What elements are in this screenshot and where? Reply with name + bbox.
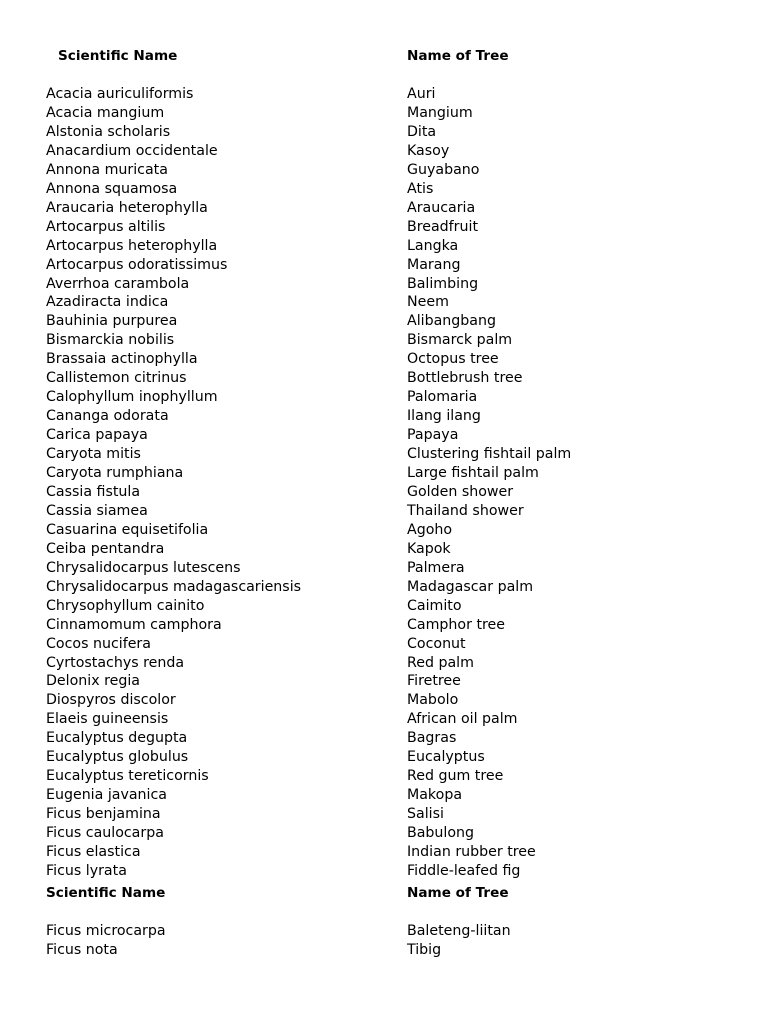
scientific-name-cell: Artocarpus altilis: [46, 218, 166, 235]
tree-name-cell: Coconut: [407, 635, 466, 652]
scientific-name-cell: Caryota mitis: [46, 446, 141, 463]
scientific-name-cell: Averrhoa carambola: [46, 275, 190, 292]
tree-name-cell: Mabolo: [407, 692, 459, 709]
tree-name-cell: Firetree: [407, 673, 461, 690]
scientific-name-cell: Ficus elastica: [46, 844, 141, 860]
table-row: [0, 843, 768, 862]
scientific-name-cell: Ficus caulocarpa: [46, 825, 164, 842]
table-row: [0, 388, 768, 407]
tree-name-cell: Golden shower: [407, 483, 514, 500]
table-row: [0, 502, 768, 521]
table-row: [0, 767, 768, 786]
scientific-name-cell: Diospyros discolor: [46, 692, 176, 709]
tree-name-cell: Ilang ilang: [407, 408, 481, 425]
table-row: [0, 464, 768, 483]
table-row: [0, 786, 768, 805]
tree-name-cell: Madagascar palm: [407, 578, 534, 595]
table-row: [0, 805, 768, 824]
tree-name-cell: Tibig: [407, 941, 442, 958]
table-row: [0, 161, 768, 180]
scientific-name-cell: Ficus benjamina: [46, 806, 161, 823]
scientific-name-cell: Cananga odorata: [46, 408, 169, 425]
scientific-name-cell: Eugenia javanica: [46, 787, 167, 804]
scientific-name-cell: Delonix regia: [46, 673, 141, 690]
scientific-name-cell: Brassaia actinophylla: [46, 351, 198, 368]
scientific-name-cell: Calophyllum inophyllum: [46, 389, 218, 406]
table-row: [0, 729, 768, 748]
tree-name-cell: Atis: [407, 180, 434, 197]
scientific-name-cell: Cassia fistula: [46, 483, 141, 500]
table-row: [0, 616, 768, 635]
table-row: [0, 748, 768, 767]
tree-name-cell: Mangium: [407, 104, 473, 121]
tree-name-cell: Auri: [407, 86, 436, 102]
scientific-name-cell: Chrysalidocarpus lutescens: [46, 559, 241, 576]
table-row: [0, 922, 768, 941]
table-row: [0, 85, 768, 104]
scientific-name-cell: Eucalyptus tereticornis: [46, 768, 209, 785]
tree-name-cell: Camphor tree: [407, 616, 505, 633]
table-row: [0, 824, 768, 843]
table-row: [0, 445, 768, 464]
table-row: [0, 559, 768, 578]
scientific-name-cell: Casuarina equisetifolia: [46, 521, 209, 538]
table-row: [0, 256, 768, 275]
tree-name-cell: Red gum tree: [407, 768, 504, 785]
tree-name-cell: Fiddle-leafed fig: [407, 862, 521, 879]
table-row: [0, 521, 768, 540]
tree-name-cell: African oil palm: [407, 711, 518, 728]
scientific-name-cell: Ficus lyrata: [46, 862, 127, 879]
table-row: [0, 350, 768, 369]
scientific-name-cell: Annona muricata: [46, 161, 168, 178]
scientific-name-cell: Acacia auriculiformis: [46, 86, 194, 102]
tree-name-cell: Red palm: [407, 654, 474, 671]
scientific-name-cell: Cinnamomum camphora: [46, 616, 222, 633]
table-header-mid: [0, 884, 768, 903]
tree-name-cell: Bagras: [407, 730, 457, 747]
table-row: [0, 199, 768, 218]
scientific-name-cell: Elaeis guineensis: [46, 711, 169, 728]
header-name-of-tree: Name of Tree: [407, 48, 509, 64]
scientific-name-cell: Acacia mangium: [46, 104, 165, 121]
tree-name-cell: Babulong: [407, 825, 475, 842]
tree-name-cell: Palmera: [407, 559, 465, 576]
tree-name-cell: Kasoy: [407, 142, 450, 159]
tree-name-cell: Makopa: [407, 787, 463, 804]
tree-name-cell: Neem: [407, 294, 449, 311]
scientific-name-cell: Eucalyptus degupta: [46, 730, 188, 747]
tree-name-cell: Thailand shower: [407, 502, 524, 519]
tree-name-cell: Bottlebrush tree: [407, 370, 523, 387]
scientific-name-cell: Cocos nucifera: [46, 635, 151, 652]
tree-name-cell: Salisi: [407, 806, 444, 823]
scientific-name-cell: Annona squamosa: [46, 180, 178, 197]
tree-name-cell: Large fishtail palm: [407, 465, 539, 481]
scientific-name-cell: Ceiba pentandra: [46, 540, 165, 557]
table-row: [0, 635, 768, 654]
scientific-name-cell: Ficus microcarpa: [46, 923, 166, 939]
table-row: [0, 142, 768, 161]
header-scientific-name: Scientific Name: [58, 48, 178, 64]
scientific-name-cell: Artocarpus odoratissimus: [46, 256, 228, 273]
table-row: [0, 275, 768, 294]
tree-name-cell: Marang: [407, 256, 461, 273]
table-row: [0, 369, 768, 388]
table-row: [0, 941, 768, 960]
table-row: [0, 331, 768, 350]
header-scientific-name: Scientific Name: [46, 885, 166, 901]
table-row: [0, 237, 768, 256]
scientific-name-cell: Anacardium occidentale: [46, 142, 218, 159]
scientific-name-cell: Chrysalidocarpus madagascariensis: [46, 578, 302, 595]
tree-name-cell: Breadfruit: [407, 218, 479, 235]
table-row: [0, 597, 768, 616]
scientific-name-cell: Cyrtostachys renda: [46, 654, 185, 671]
table-header-top: [0, 47, 768, 66]
scientific-name-cell: Chrysophyllum cainito: [46, 597, 205, 614]
table-row: [0, 540, 768, 559]
tree-name-cell: Eucalyptus: [407, 749, 485, 766]
table-row: [0, 862, 768, 881]
table-row: [0, 578, 768, 597]
tree-name-cell: Araucaria: [407, 199, 476, 216]
scientific-name-cell: Caryota rumphiana: [46, 465, 184, 481]
scientific-name-cell: Carica papaya: [46, 427, 148, 444]
table-row: [0, 691, 768, 710]
scientific-name-cell: Araucaria heterophylla: [46, 199, 208, 216]
tree-name-cell: Agoho: [407, 521, 453, 538]
scientific-name-cell: Cassia siamea: [46, 502, 148, 519]
tree-name-cell: Guyabano: [407, 161, 480, 178]
table-row: [0, 123, 768, 142]
scientific-name-cell: Azadiracta indica: [46, 294, 169, 311]
table-row: [0, 293, 768, 312]
tree-name-cell: Langka: [407, 237, 459, 254]
table-row: [0, 407, 768, 426]
tree-name-cell: Clustering fishtail palm: [407, 446, 572, 463]
tree-name-cell: Indian rubber tree: [407, 844, 536, 860]
tree-name-cell: Kapok: [407, 540, 451, 557]
header-name-of-tree: Name of Tree: [407, 885, 509, 901]
tree-name-cell: Alibangbang: [407, 313, 496, 330]
table-row: [0, 654, 768, 673]
table-row: [0, 104, 768, 123]
tree-name-cell: Caimito: [407, 597, 462, 614]
scientific-name-cell: Bauhinia purpurea: [46, 313, 178, 330]
tree-name-cell: Baleteng-liitan: [407, 923, 511, 939]
scientific-name-cell: Artocarpus heterophylla: [46, 237, 218, 254]
table-row: [0, 312, 768, 331]
tree-name-cell: Balimbing: [407, 275, 479, 292]
scientific-name-cell: Bismarckia nobilis: [46, 332, 175, 349]
tree-name-cell: Palomaria: [407, 389, 478, 406]
scientific-name-cell: Alstonia scholaris: [46, 123, 171, 140]
scientific-name-cell: Ficus nota: [46, 941, 118, 958]
tree-name-cell: Bismarck palm: [407, 332, 513, 349]
table-row: [0, 672, 768, 691]
tree-name-cell: Dita: [407, 123, 437, 140]
table-row: [0, 180, 768, 199]
table-row: [0, 710, 768, 729]
scientific-name-cell: Callistemon citrinus: [46, 370, 187, 387]
table-row: [0, 218, 768, 237]
table-row: [0, 426, 768, 445]
tree-name-cell: Papaya: [407, 427, 459, 444]
table-row: [0, 483, 768, 502]
scientific-name-cell: Eucalyptus globulus: [46, 749, 189, 766]
tree-name-cell: Octopus tree: [407, 351, 499, 368]
